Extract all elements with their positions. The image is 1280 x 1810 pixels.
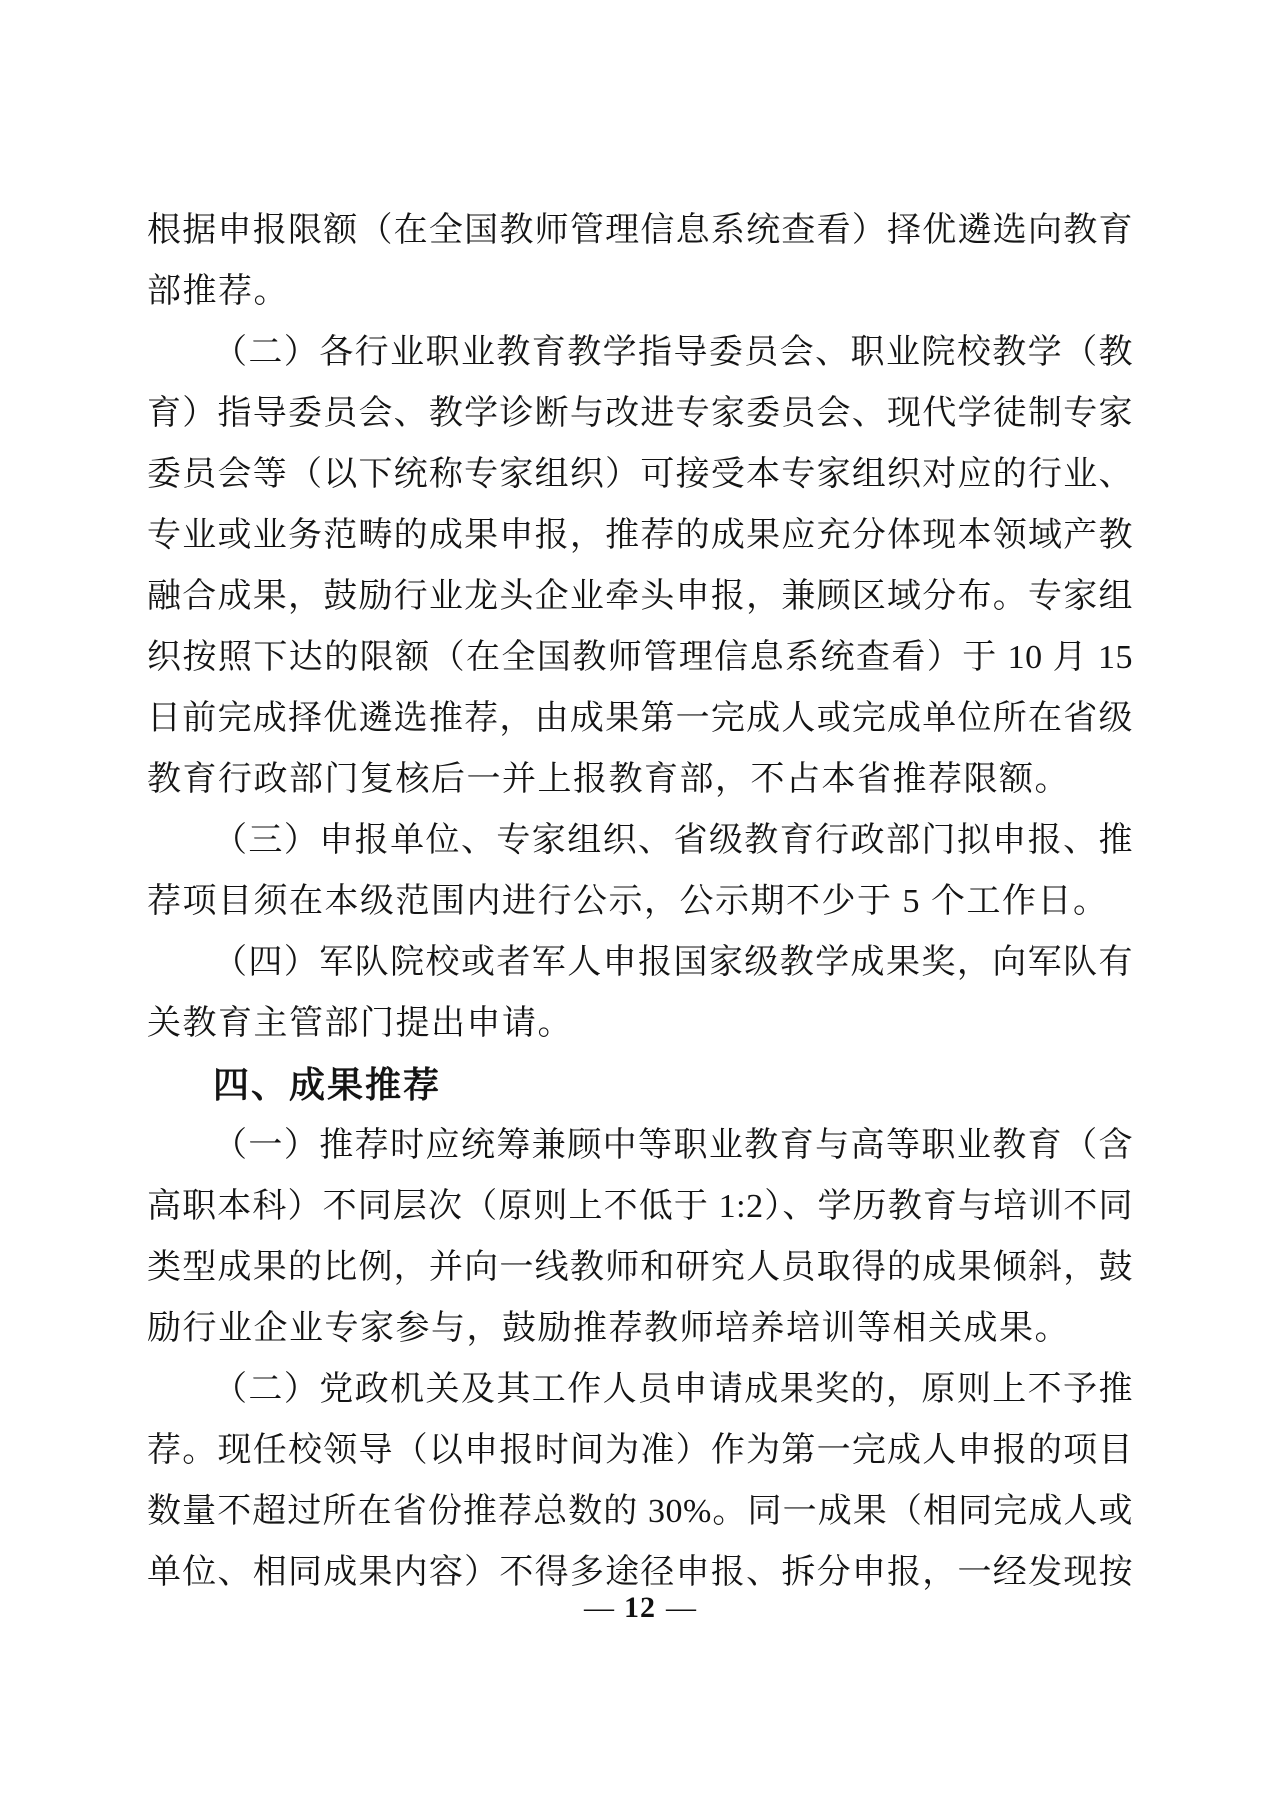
text-line: 类型成果的比例，并向一线教师和研究人员取得的成果倾斜，鼓 [147, 1249, 1133, 1286]
text-line: 织按照下达的限额（在全国教师管理信息系统查看）于 10 月 15 [147, 639, 1133, 676]
text-line: 励行业企业专家参与，鼓励推荐教师培养培训等相关成果。 [147, 1310, 1070, 1347]
text-line: 单位、相同成果内容）不得多途径申报、拆分申报，一经发现按 [147, 1554, 1133, 1591]
text-line: 专业或业务范畴的成果申报，推荐的成果应充分体现本领域产教 [147, 517, 1133, 554]
text-line: （一）推荐时应统筹兼顾中等职业教育与高等职业教育（含 [213, 1127, 1133, 1164]
text-line: （三）申报单位、专家组织、省级教育行政部门拟申报、推 [213, 822, 1133, 859]
text-line: （四）军队院校或者军人申报国家级教学成果奖，向军队有 [213, 944, 1133, 981]
page-number-value: 12 [624, 1591, 656, 1624]
text-line: 部推荐。 [147, 273, 289, 310]
text-line: （二）党政机关及其工作人员申请成果奖的，原则上不予推 [213, 1371, 1133, 1408]
text-line: 高职本科）不同层次（原则上不低于 1:2）、学历教育与培训不同 [147, 1188, 1133, 1225]
text-line: 关教育主管部门提出申请。 [147, 1005, 573, 1042]
section-heading: 四、成果推荐 [213, 1064, 442, 1105]
text-line: 数量不超过所在省份推荐总数的 30%。同一成果（相同完成人或 [147, 1493, 1133, 1530]
text-line: 荐。现任校领导（以申报时间为准）作为第一完成人申报的项目 [147, 1432, 1133, 1469]
text-line: 荐项目须在本级范围内进行公示，公示期不少于 5 个工作日。 [147, 883, 1109, 920]
text-line: 教育行政部门复核后一并上报教育部，不占本省推荐限额。 [147, 761, 1070, 798]
text-line: 根据申报限额（在全国教师管理信息系统查看）择优遴选向教育 [147, 212, 1133, 249]
page-number-dash-right: — [666, 1591, 696, 1624]
page-number [574, 1588, 706, 1628]
page-footer [0, 1588, 1280, 1628]
text-line: （二）各行业职业教育教学指导委员会、职业院校教学（教 [213, 334, 1133, 371]
text-line: 融合成果，鼓励行业龙头企业牵头申报，兼顾区域分布。专家组 [147, 578, 1133, 615]
text-line: 委员会等（以下统称专家组织）可接受本专家组织对应的行业、 [147, 456, 1133, 493]
page-number-dash-left: — [584, 1591, 614, 1624]
text-line: 日前完成择优遴选推荐，由成果第一完成人或完成单位所在省级 [147, 700, 1133, 737]
document-body [147, 200, 1133, 1603]
text-line: 育）指导委员会、教学诊断与改进专家委员会、现代学徒制专家 [147, 395, 1133, 432]
